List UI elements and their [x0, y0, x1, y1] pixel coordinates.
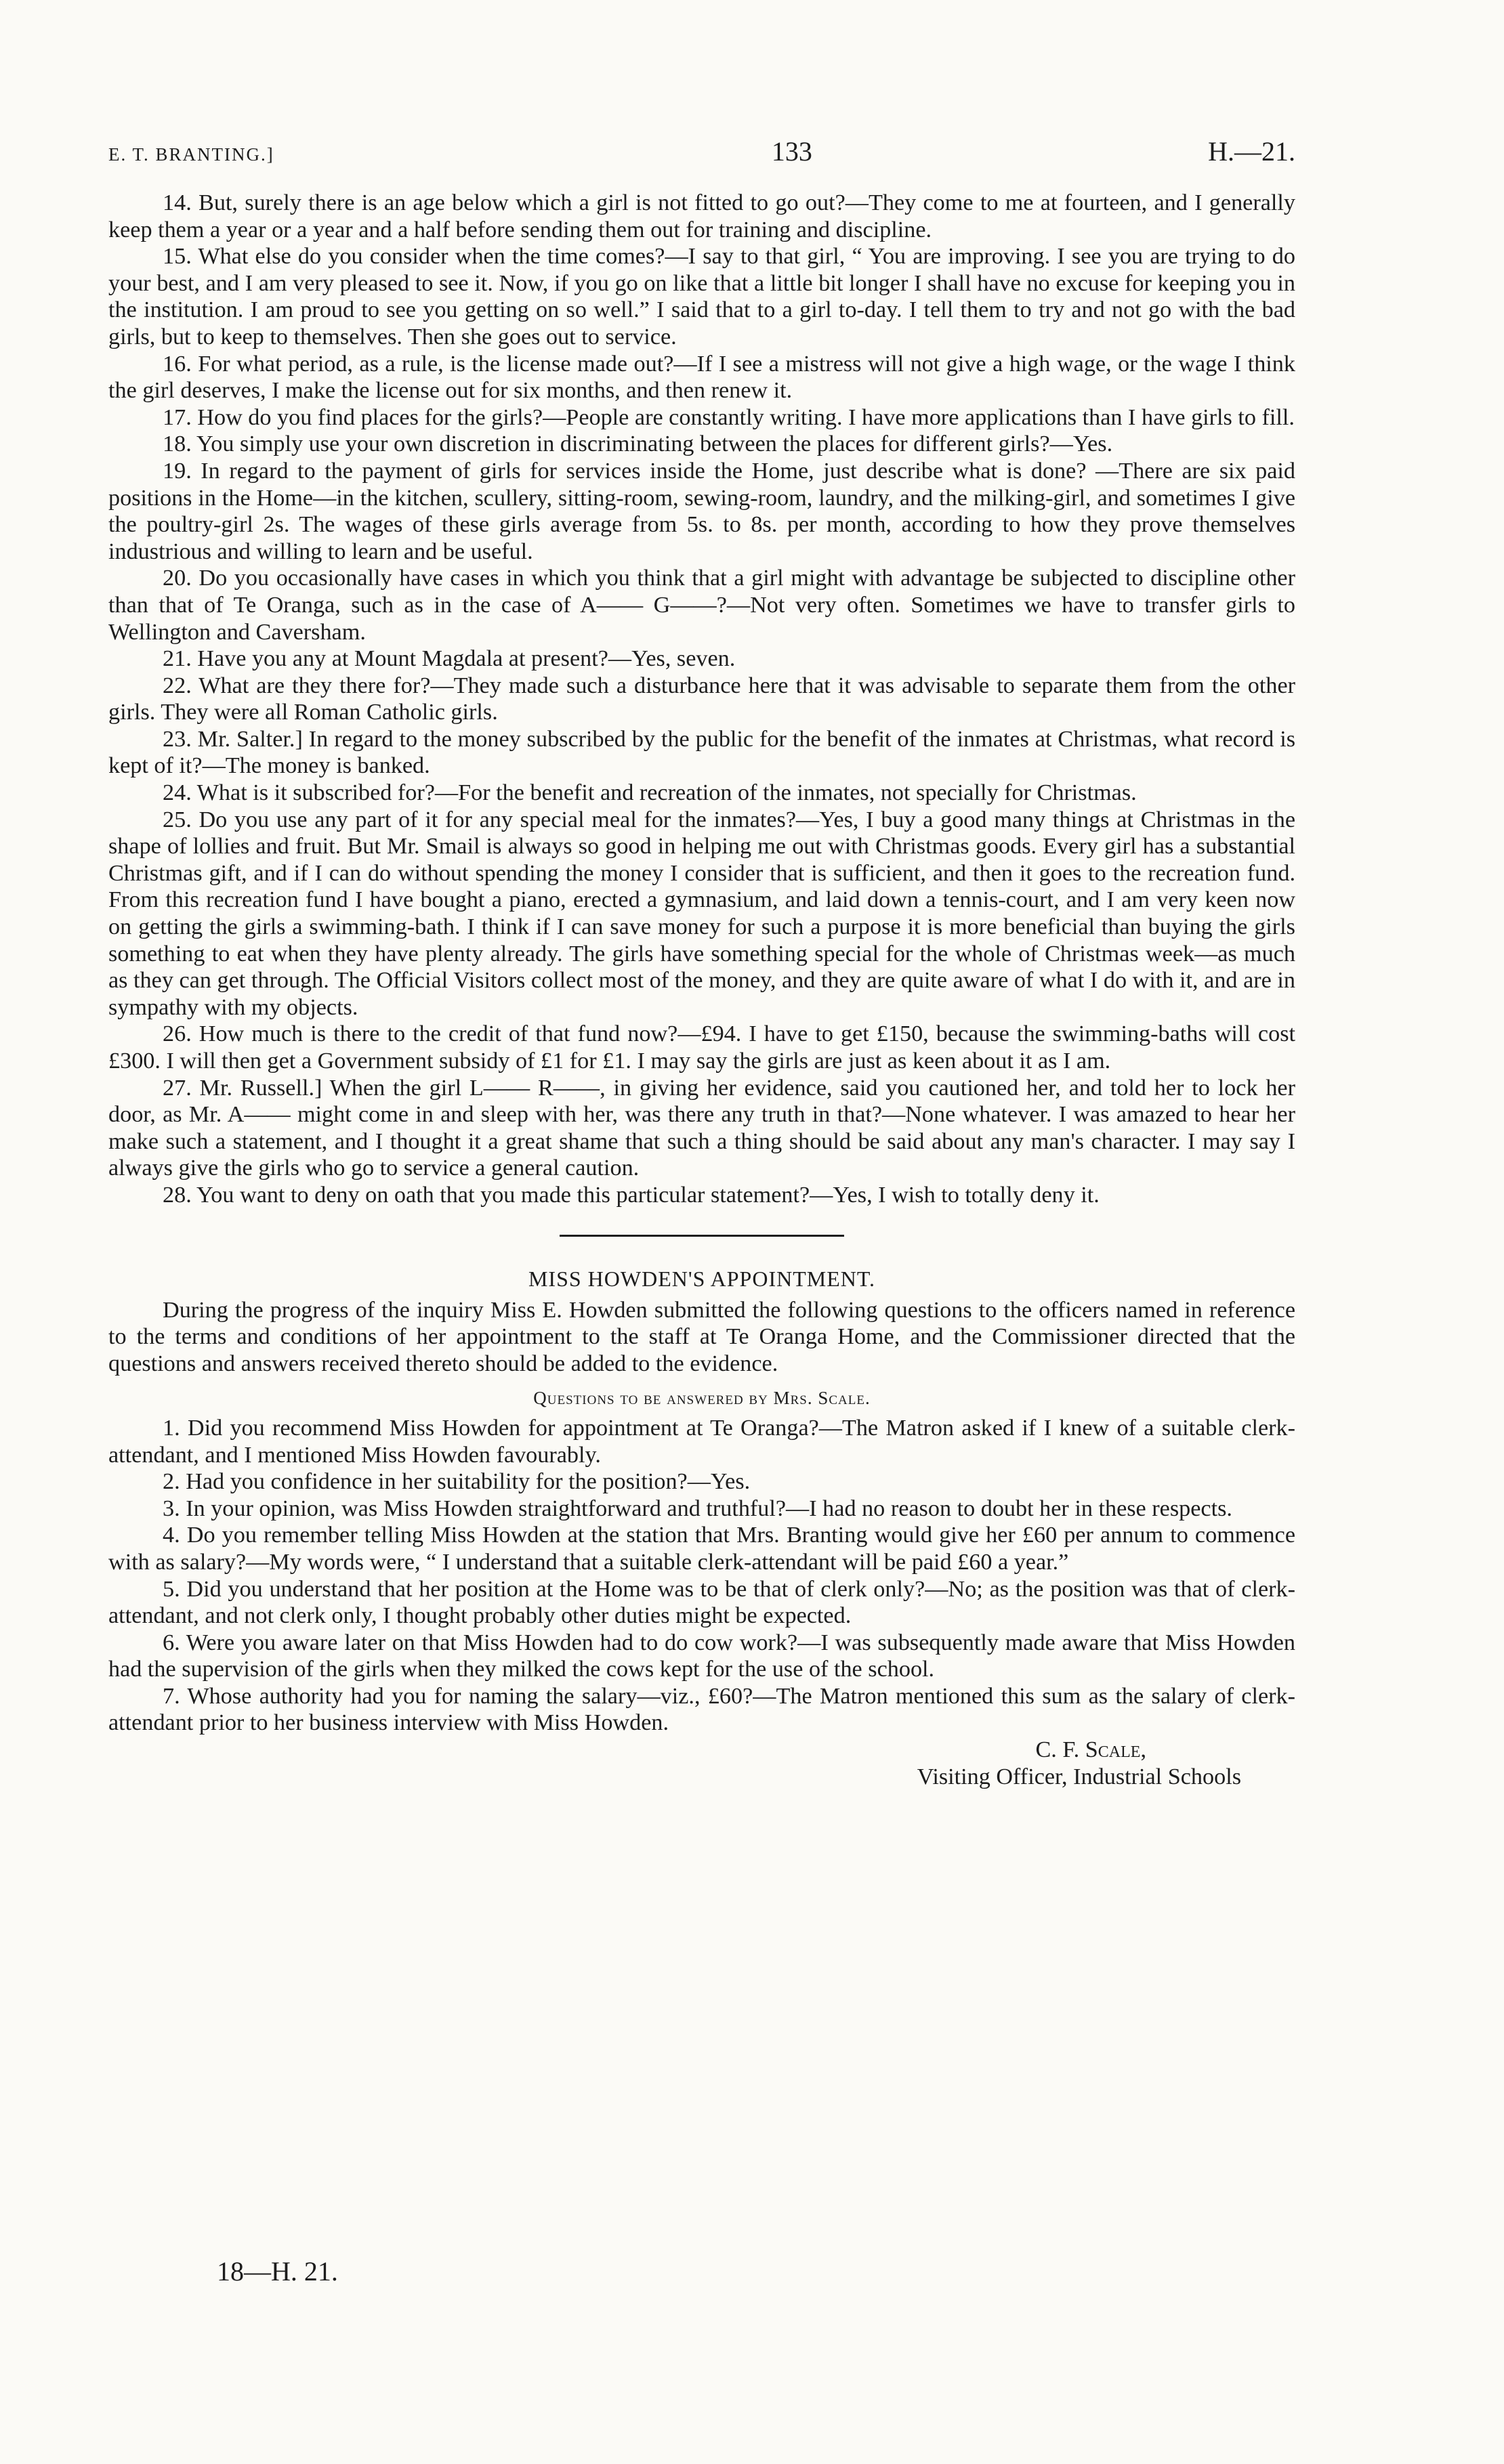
evidence-paragraph: 21. Have you any at Mount Magdala at present?—Yes, seven.: [163, 646, 736, 672]
signature-block: [108, 1737, 1241, 1790]
section-intro: During the progress of the inquiry Miss E. Howden submitted the following questions to the officers named in reference to the terms and conditions of her appointment to the staff at Te Oranga Home, and the Commissioner directed that the questions and answers received thereto should be added to the evidence.: [108, 1297, 1295, 1376]
question-item: 6. Were you aware later on that Miss Howden had to do cow work?—I was subsequently made aware that Miss Howden had the supervision of the girls when they milked the cows kept for the use of the school.: [108, 1630, 1295, 1682]
evidence-paragraph: 23. Mr. Salter.] In regard to the money subscribed by the public for the benefit of the inmates at Christmas, what record is kept of it?—The money is banked.: [108, 726, 1295, 779]
evidence-paragraph: 15. What else do you consider when the time comes?—I say to that girl, “ You are improving. I see you are trying to do your best, and I am very pleased to see it. Now, if you go on like that a little bit longer I shall have no excuse for keeping you in the institution. I am proud to see you getting on so well.” I said that to a girl to-day. I tell them to try and not go with the bad girls, but to keep to themselves. Then she goes out to service.: [108, 244, 1295, 349]
evidence-paragraph: 16. For what period, as a rule, is the license made out?—If I see a mistress will not give a high wage, or the wage I think the girl deserves, I make the license out for six months, and then renew it.: [108, 351, 1295, 404]
evidence-paragraph: 22. What are they there for?—They made such a disturbance here that it was advisable to separate them from the other girls. They were all Roman Catholic girls.: [108, 673, 1295, 725]
document-page: [108, 135, 1295, 1790]
witness-name-header: E. T. BRANTING.]: [108, 144, 274, 165]
question-item: 7. Whose authority had you for naming the salary—viz., £60?—The Matron mentioned this sum as the salary of clerk-attendant prior to her business interview with Miss Howden.: [108, 1683, 1295, 1736]
question-item: 4. Do you remember telling Miss Howden at the station that Mrs. Branting would give her £60 per annum to commence with as salary?—My words were, “ I understand that a suitable clerk-attendant will be paid £60 a year.”: [108, 1523, 1295, 1575]
question-item: 2. Had you confidence in her suitability for the position?—Yes.: [163, 1469, 751, 1495]
evidence-paragraph: 14. But, surely there is an age below which a girl is not fitted to go out?—They come to me at fourteen, and I generally keep them a year or a year and a half before sending them out for training and discipline.: [108, 190, 1295, 242]
running-head: [108, 135, 1295, 190]
evidence-paragraph: 17. How do you find places for the girls?—People are constantly writing. I have more applications than I have girls to fill.: [163, 404, 1295, 430]
evidence-paragraph: 18. You simply use your own discretion in discriminating between the places for different girls?—Yes.: [163, 431, 1113, 457]
evidence-paragraph: 19. In regard to the payment of girls for services inside the Home, just describe what is done? —There are six paid positions in the Home—in the kitchen, scullery, sitting-room, sewing-room, laundry, and the milking-girl, and sometimes I give the poultry-girl 2s. The wages of these girls average from 5s. to 8s. per month, according to how they prove themselves industrious and willing to learn and be useful.: [108, 458, 1295, 564]
evidence-paragraph: 27. Mr. Russell.] When the girl L—— R——, in giving her evidence, said you cautioned her, and told her to lock her door, as Mr. A—— might come in and sleep with her, was there any truth in that?—None whatever. I was amazed to hear her make such a statement, and I thought it a great shame that such a thing should be said about any man's character. I may say I always give the girls who go to service a general caution.: [108, 1075, 1295, 1181]
evidence-paragraph: 24. What is it subscribed for?—For the benefit and recreation of the inmates, not specially for Christmas.: [163, 780, 1137, 806]
evidence-paragraph: 20. Do you occasionally have cases in which you think that a girl might with advantage be subjected to discipline other than that of Te Oranga, such as in the case of A—— G——?—Not very often. Sometimes we have to transfer girls to Wellington and Caversham.: [108, 566, 1295, 645]
question-item: 3. In your opinion, was Miss Howden straightforward and truthful?—I had no reason to doubt her in these respects.: [163, 1495, 1232, 1521]
section-body: [108, 1297, 1295, 1737]
signature-name: C. F. Scale,: [1035, 1737, 1146, 1763]
signature-title: Visiting Officer, Industrial Schools: [917, 1764, 1241, 1789]
questions-subheading: Questions to be answered by Mrs. Scale.: [533, 1388, 871, 1409]
evidence-paragraph: 25. Do you use any part of it for any special meal for the inmates?—Yes, I buy a good many things at Christmas in the shape of lollies and fruit. But Mr. Smail is always so good in helping me out with Christmas goods. Every girl has a substantial Christmas gift, and if I can do without spending the money I consider that is sufficient, and then it goes to the recreation fund. From this recreation fund I have bought a piano, erected a gymnasium, and laid down a tennis-court, and I am very keen now on getting the girls a swimming-bath. I think if I can save money for such a purpose it is more beneficial than buying the girls something to eat when they have plenty already. The girls have something special for the whole of Christmas week—as much as they can get through. The Official Visitors collect most of the money, and they are quite aware of what I do with it, and are in sympathy with my objects.: [108, 807, 1295, 1020]
section-title: MISS HOWDEN'S APPOINTMENT.: [528, 1266, 876, 1291]
report-reference: H.—21.: [1208, 136, 1295, 167]
evidence-paragraph: 28. You want to deny on oath that you made this particular statement?—Yes, I wish to totally deny it.: [163, 1182, 1100, 1208]
printer-signature-mark: 18—H. 21.: [217, 2256, 338, 2287]
page-number: 133: [771, 136, 812, 167]
evidence-paragraph: 26. How much is there to the credit of that fund now?—£94. I have to get £150, because the swimming-baths will cost £300. I will then get a Government subsidy of £1 for £1. I may say the girls are just as keen about it as I am.: [108, 1021, 1295, 1074]
evidence-body: [108, 190, 1295, 1209]
question-item: 5. Did you understand that her position at the Home was to be that of clerk only?—No; as the position was that of clerk-attendant, and not clerk only, I thought probably other duties might be expected.: [108, 1576, 1295, 1629]
question-item: 1. Did you recommend Miss Howden for appointment at Te Oranga?—The Matron asked if I knew of a suitable clerk-attendant, and I mentioned Miss Howden favourably.: [108, 1415, 1295, 1468]
section-divider: [560, 1235, 844, 1237]
